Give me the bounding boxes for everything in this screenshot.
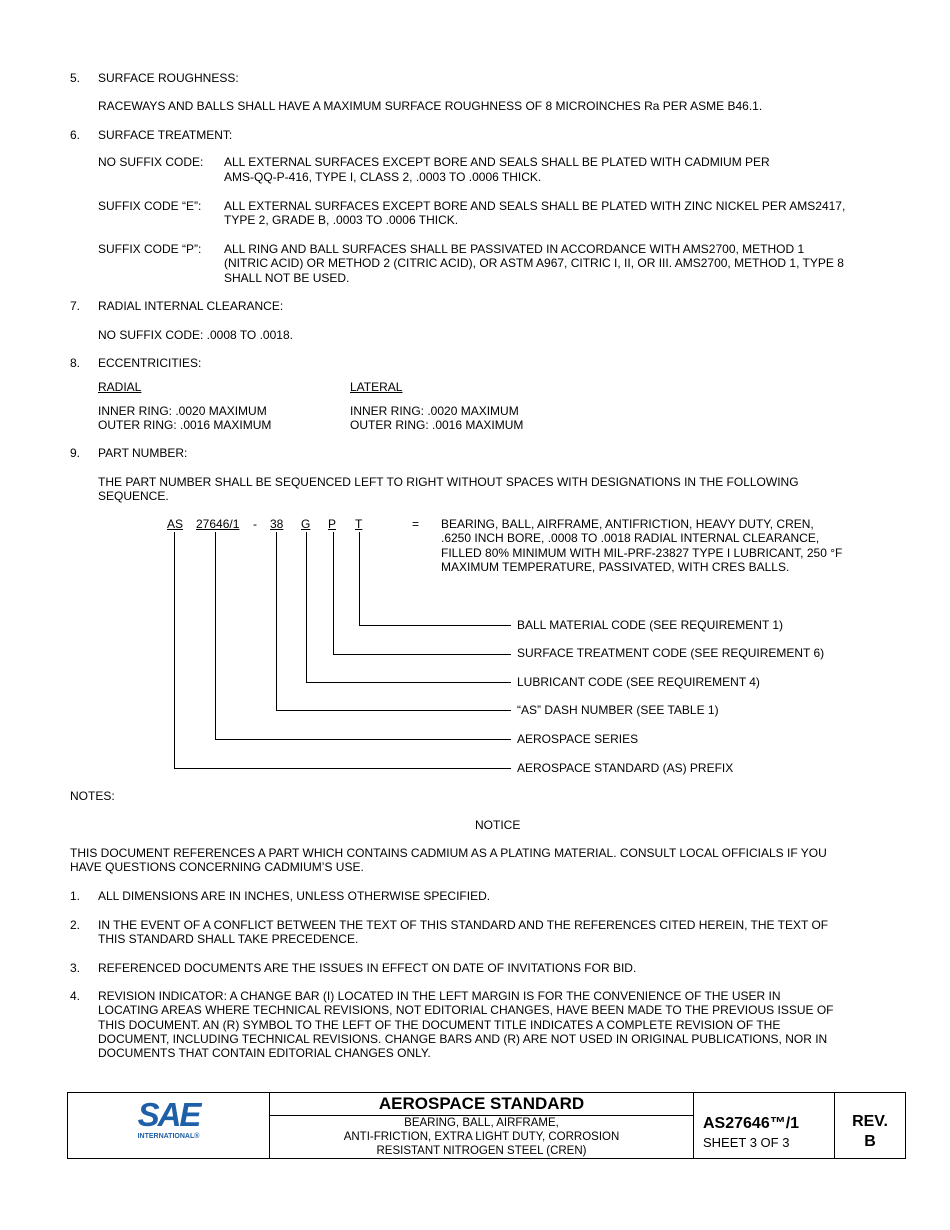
radial-outer: OUTER RING: .0016 MAXIMUM — [98, 418, 272, 432]
rev-label: REV. — [852, 1113, 888, 1130]
suffix-p-label: SUFFIX CODE “P”: — [98, 242, 202, 256]
section-5-body: RACEWAYS AND BALLS SHALL HAVE A MAXIMUM SURFACE ROUGHNESS OF 8 MICROINCHES Ra PER ASME B46.1. — [98, 99, 763, 113]
section-8-title: ECCENTRICITIES: — [98, 356, 202, 370]
note-4-number: 4. — [70, 989, 81, 1003]
section-9-body-line-2: SEQUENCE. — [98, 489, 169, 503]
section-5-number: 5. — [70, 71, 81, 85]
doc-number: AS27646™/1 — [703, 1115, 800, 1132]
suffix-none-line-1: ALL EXTERNAL SURFACES EXCEPT BORE AND SEALS SHALL BE PLATED WITH CADMIUM PER — [224, 155, 770, 169]
suffix-e-line-1: ALL EXTERNAL SURFACES EXCEPT BORE AND SEALS SHALL BE PLATED WITH ZINC NICKEL PER AMS2417, — [224, 199, 846, 213]
section-6-number: 6. — [70, 128, 81, 142]
part-token-dash: - — [253, 517, 257, 531]
title-cell — [270, 1093, 694, 1158]
note-4-line-2: LOCATING AREAS WHERE TECHNICAL REVISIONS, NOT EDITORIAL CHANGES, HAVE BEEN MADE TO THE PREVIOUS ISSUE OF — [98, 1003, 834, 1017]
part-equals: = — [412, 517, 420, 531]
radial-heading: RADIAL — [98, 380, 142, 394]
lateral-heading: LATERAL — [350, 380, 403, 394]
suffix-e-label: SUFFIX CODE “E”: — [98, 199, 202, 213]
suffix-none-label: NO SUFFIX CODE: — [98, 155, 204, 169]
logo-cell — [68, 1093, 270, 1158]
callout-lubricant: LUBRICANT CODE (SEE REQUIREMENT 4) — [517, 675, 760, 689]
suffix-p-line-1: ALL RING AND BALL SURFACES SHALL BE PASSIVATED IN ACCORDANCE WITH AMS2700, METHOD 1 — [224, 242, 805, 256]
section-9-number: 9. — [70, 446, 81, 460]
lateral-outer: OUTER RING: .0016 MAXIMUM — [350, 418, 524, 432]
part-token-ball: T — [355, 517, 363, 531]
part-token-surface: P — [328, 517, 337, 531]
radial-inner: INNER RING: .0020 MAXIMUM — [98, 404, 267, 418]
note-2-number: 2. — [70, 918, 81, 932]
lateral-inner: INNER RING: .0020 MAXIMUM — [350, 404, 519, 418]
callout-as-prefix: AEROSPACE STANDARD (AS) PREFIX — [517, 761, 734, 775]
part-token-series: 27646/1 — [196, 517, 240, 531]
standard-heading: AEROSPACE STANDARD — [270, 1093, 693, 1116]
section-7-number: 7. — [70, 299, 81, 313]
section-7-title: RADIAL INTERNAL CLEARANCE: — [98, 299, 284, 313]
note-1-number: 1. — [70, 889, 81, 903]
sae-logo: SAE — [137, 1096, 200, 1133]
section-6-title: SURFACE TREATMENT: — [98, 128, 233, 142]
sheet-number: SHEET 3 OF 3 — [703, 1135, 790, 1150]
part-desc-line-4: MAXIMUM TEMPERATURE, PASSIVATED, WITH CRES BALLS. — [441, 560, 790, 574]
doc-title-line-2: ANTI-FRICTION, EXTRA LIGHT DUTY, CORROSION — [343, 1131, 620, 1143]
part-desc-line-3: FILLED 80% MINIMUM WITH MIL-PRF-23827 TYPE I LUBRICANT, 250 °F — [441, 546, 843, 560]
notice-title: NOTICE — [475, 818, 521, 832]
suffix-p-line-3: SHALL NOT BE USED. — [224, 271, 350, 285]
note-3-line-1: REFERENCED DOCUMENTS ARE THE ISSUES IN EFFECT ON DATE OF INVITATIONS FOR BID. — [98, 961, 637, 975]
note-4-line-4: DOCUMENT, INCLUDING TECHNICAL REVISIONS. CHANGE BARS AND (R) ARE NOT USED IN ORIGINAL PUBLICATIONS, NOR IN — [98, 1032, 828, 1046]
section-7-body: NO SUFFIX CODE: .0008 TO .0018. — [98, 328, 293, 342]
title-block — [67, 1092, 906, 1159]
part-token-dash-number: 38 — [270, 517, 284, 531]
note-4-line-3: THIS DOCUMENT. AN (R) SYMBOL TO THE LEFT OF THE DOCUMENT TITLE INDICATES A COMPLETE REVISION OF THE — [98, 1018, 781, 1032]
part-desc-line-2: .6250 INCH BORE, .0008 TO .0018 RADIAL INTERNAL CLEARANCE, — [441, 531, 820, 545]
callout-ball-material: BALL MATERIAL CODE (SEE REQUIREMENT 1) — [517, 618, 784, 632]
part-token-as: AS — [167, 517, 184, 531]
note-4-line-1: REVISION INDICATOR: A CHANGE BAR (I) LOCATED IN THE LEFT MARGIN IS FOR THE CONVENIENCE OF THE USER IN — [98, 989, 781, 1003]
suffix-none-line-2: AMS-QQ-P-416, TYPE I, CLASS 2, .0003 TO .0006 THICK. — [224, 170, 542, 184]
note-2-line-2: THIS STANDARD SHALL TAKE PRECEDENCE. — [98, 932, 359, 946]
section-8-number: 8. — [70, 356, 81, 370]
section-9-title: PART NUMBER: — [98, 446, 188, 460]
part-token-lubricant: G — [301, 517, 311, 531]
callout-aerospace-series: AEROSPACE SERIES — [517, 732, 639, 746]
part-desc-line-1: BEARING, BALL, AIRFRAME, ANTIFRICTION, HEAVY DUTY, CREN, — [441, 517, 814, 531]
notice-line-1: THIS DOCUMENT REFERENCES A PART WHICH CONTAINS CADMIUM AS A PLATING MATERIAL. CONSULT LOCAL OFFICIALS IF YOU — [70, 846, 827, 860]
note-4-line-5: DOCUMENTS THAT CONTAIN EDITORIAL CHANGES ONLY. — [98, 1046, 431, 1060]
doc-number-cell — [694, 1093, 835, 1158]
rev-value: B — [864, 1133, 876, 1150]
note-1-line-1: ALL DIMENSIONS ARE IN INCHES, UNLESS OTHERWISE SPECIFIED. — [98, 889, 491, 903]
notes-heading: NOTES: — [70, 789, 115, 803]
doc-title-line-3: RESISTANT NITROGEN STEEL (CREN) — [376, 1145, 587, 1157]
suffix-p-line-2: (NITRIC ACID) OR METHOD 2 (CITRIC ACID), OR ASTM A967, CITRIC I, II, OR III. AMS2700, METHOD 1, TYPE 8 — [224, 256, 844, 270]
callout-surface-treatment: SURFACE TREATMENT CODE (SEE REQUIREMENT 6) — [517, 646, 825, 660]
callout-dash-number: “AS” DASH NUMBER (SEE TABLE 1) — [517, 703, 719, 717]
section-9-body-line-1: THE PART NUMBER SHALL BE SEQUENCED LEFT TO RIGHT WITHOUT SPACES WITH DESIGNATIONS IN THE FOLLOWING — [98, 475, 799, 489]
section-5-title: SURFACE ROUGHNESS: — [98, 71, 239, 85]
notice-line-2: HAVE QUESTIONS CONCERNING CADMIUM’S USE. — [70, 860, 364, 874]
suffix-e-line-2: TYPE 2, GRADE B, .0003 TO .0006 THICK. — [224, 213, 459, 227]
revision-cell — [835, 1093, 905, 1158]
note-2-line-1: IN THE EVENT OF A CONFLICT BETWEEN THE TEXT OF THIS STANDARD AND THE REFERENCES CITED HEREIN, THE TEXT OF — [98, 918, 829, 932]
sae-logo-subtext: INTERNATIONAL® — [137, 1133, 200, 1140]
doc-title-line-1: BEARING, BALL, AIRFRAME, — [404, 1117, 559, 1129]
note-3-number: 3. — [70, 961, 81, 975]
